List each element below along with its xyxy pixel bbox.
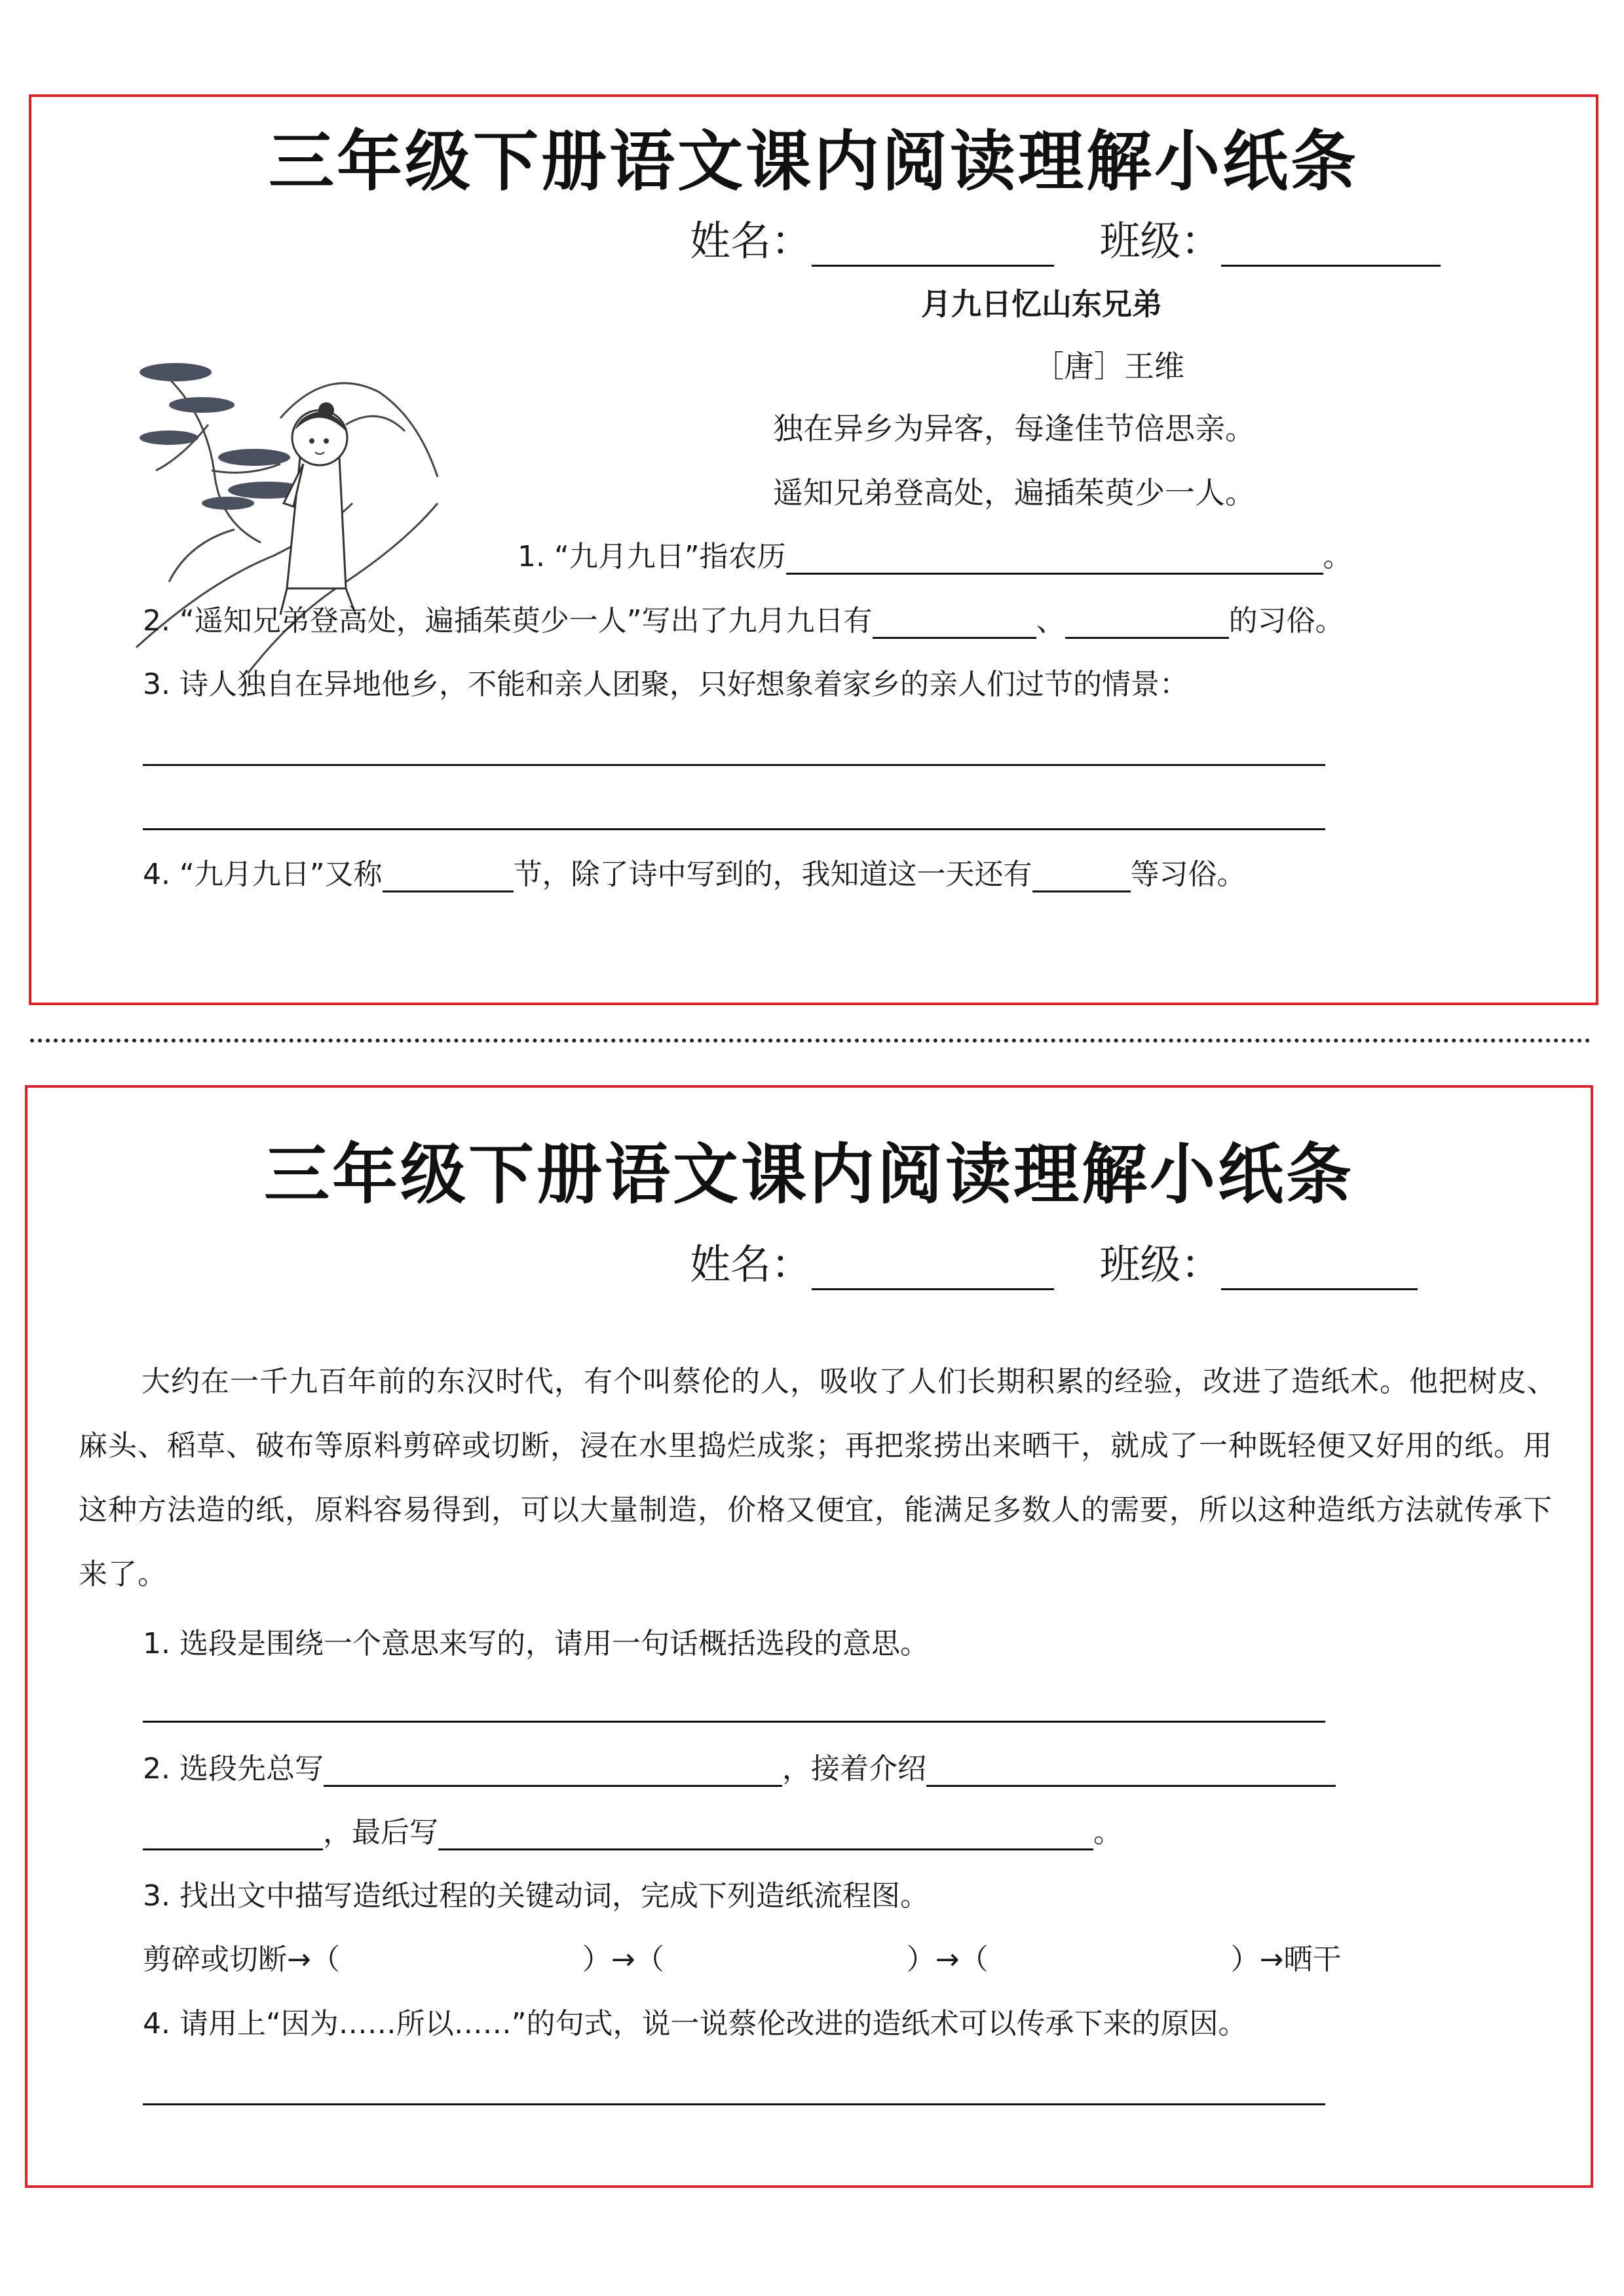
question-4-text: 4. “九月九日”又称: [143, 858, 383, 891]
flow-step-start: 剪碎或切断→（: [143, 1943, 340, 1976]
question-2: [143, 597, 1344, 639]
question-4-end: 等习俗。: [1130, 858, 1246, 891]
question-1: [518, 533, 1352, 575]
flow-arrow: ）→（: [582, 1943, 664, 1976]
class-field[interactable]: [1221, 265, 1441, 267]
flow-arrow: ）→（: [906, 1943, 989, 1976]
answer-blank[interactable]: [926, 1785, 1336, 1787]
separator: 、: [1036, 604, 1065, 638]
question-4-middle: 节，除了诗中写到的，我知道这一天还有: [513, 858, 1032, 891]
flow-chart-row: [143, 1936, 1342, 1978]
answer-blank[interactable]: [143, 1848, 323, 1850]
question-3: 3. 诗人独自在异地他乡，不能和亲人团聚，只好想象着家乡的亲人们过节的情景：: [143, 668, 1188, 701]
class-label: 班级：: [1099, 217, 1222, 265]
class-label: 班级：: [1099, 1240, 1222, 1288]
worksheet-card-poem: [29, 94, 1598, 1005]
question-2: [143, 1745, 1336, 1787]
question-2-middle: ，接着介绍: [782, 1752, 926, 1786]
answer-blank[interactable]: [383, 890, 514, 892]
poem-line-1: 独在异乡为异客，每逢佳节倍思亲。: [773, 411, 1255, 446]
answer-blank[interactable]: [786, 573, 1323, 575]
poem-author: ［唐］王维: [1034, 349, 1184, 384]
poem-line-2: 遥知兄弟登高处，遍插茱萸少一人。: [773, 475, 1255, 510]
question-2-end: 。: [1093, 1816, 1122, 1849]
name-label: 姓名：: [690, 217, 812, 265]
answer-blank[interactable]: [324, 1785, 782, 1787]
question-2-continued: [143, 1808, 1122, 1850]
answer-line[interactable]: [143, 2103, 1325, 2105]
answer-line[interactable]: [143, 828, 1325, 830]
reading-passage: 大约在一千九百年前的东汉时代，有个叫蔡伦的人，吸收了人们长期积累的经验，改进了造纸术。他把树皮、麻头、稻草、破布等原料剪碎或切断，浸在水里捣烂成浆；再把浆捞出来晒干，就成了一种既轻便又好用的纸。用这种方法造的纸，原料容易得到，可以大量制造，价格又便宜，能满足多数人的需要，所以这种造纸方法就传承下来了。: [79, 1365, 1557, 1591]
poem-title: 月九日忆山东兄弟: [921, 286, 1162, 322]
answer-line[interactable]: [143, 1721, 1325, 1723]
question-2-end: 的习俗。: [1228, 604, 1344, 638]
answer-blank[interactable]: [1065, 637, 1229, 639]
question-2-text: 2. “遥知兄弟登高处，遍插茱萸少一人”写出了九月九日有: [143, 604, 873, 638]
page-title: 三年级下册语文课内阅读理解小纸条: [264, 1136, 1354, 1213]
question-4: [143, 851, 1246, 892]
student-info-line: [690, 1232, 1418, 1290]
flow-step-end: ）→晒干: [1230, 1943, 1342, 1976]
question-1-text: 1. “九月九日”指农历: [518, 540, 786, 573]
question-1: 1. 选段是围绕一个意思来写的，请用一句话概括选段的意思。: [143, 1627, 929, 1660]
worksheet-card-papermaking: [25, 1085, 1593, 2188]
answer-blank[interactable]: [873, 637, 1036, 639]
question-2-text: 2. 选段先总写: [143, 1752, 324, 1786]
answer-line[interactable]: [143, 764, 1325, 766]
question-4: 4. 请用上“因为……所以……”的句式，说一说蔡伦改进的造纸术可以传承下来的原因。: [143, 2007, 1247, 2040]
cut-line-divider: [30, 1039, 1591, 1043]
name-field[interactable]: [812, 1288, 1054, 1290]
name-label: 姓名：: [690, 1240, 812, 1288]
question-3: 3. 找出文中描写造纸过程的关键动词，完成下列造纸流程图。: [143, 1879, 929, 1913]
page-title: 三年级下册语文课内阅读理解小纸条: [269, 123, 1359, 200]
question-2-last: ，最后写: [323, 1816, 438, 1849]
class-field[interactable]: [1221, 1288, 1418, 1290]
question-1-end: 。: [1323, 540, 1352, 573]
answer-blank[interactable]: [438, 1848, 1093, 1850]
student-info-line: [690, 208, 1441, 267]
name-field[interactable]: [812, 265, 1054, 267]
answer-blank[interactable]: [1032, 890, 1131, 892]
